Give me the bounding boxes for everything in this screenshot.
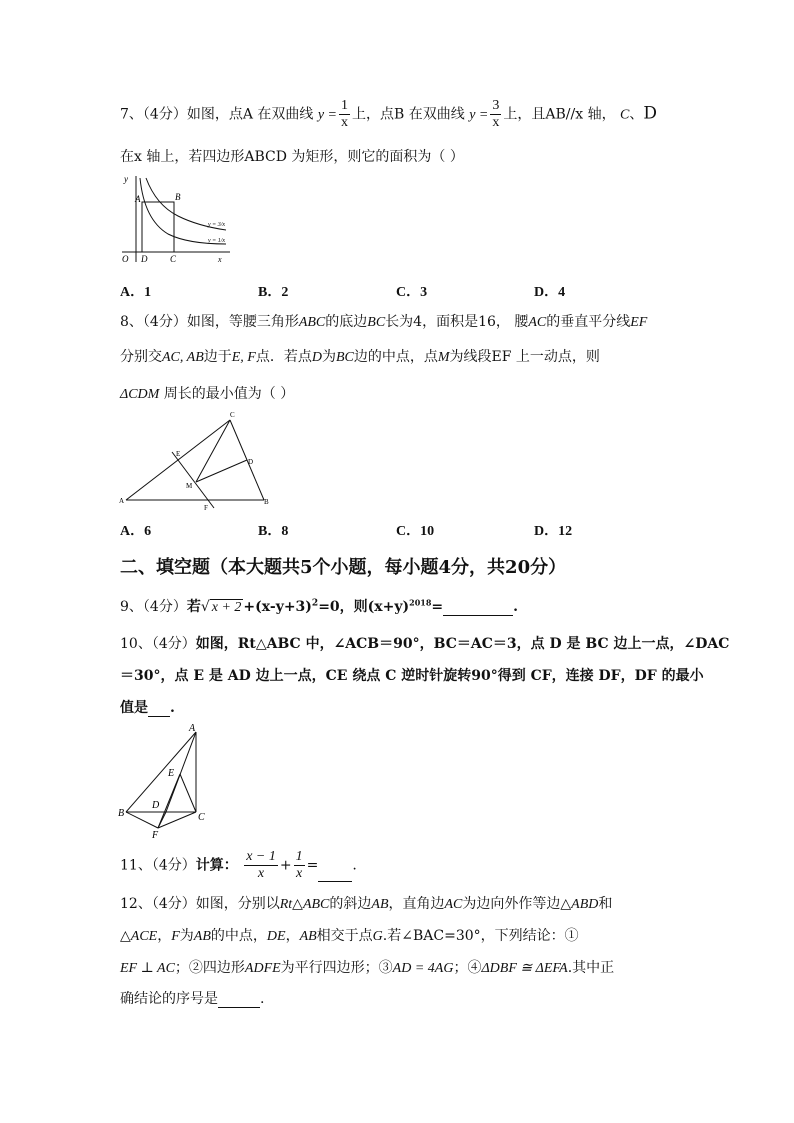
q7-label-c: C xyxy=(170,254,177,264)
q7-number: 7、（4分） xyxy=(120,106,187,123)
q10-label-a: A xyxy=(189,723,196,734)
q10-text-1: 如图，Rt△ABC 中，∠ACB＝90°，BC＝AC＝3，点 D 是 BC 边上一点，∠DAC xyxy=(195,636,730,652)
q7-line2: 在x 轴上，若四边形ABCD 为矩形，则它的面积为（ ） xyxy=(120,149,464,165)
q10-label-d: D xyxy=(152,800,160,811)
q7-curve-1-over-x xyxy=(140,178,226,244)
q12-text-4: 为边向外作等边 xyxy=(462,896,561,912)
q7-label-d: D xyxy=(141,254,148,264)
q8-segment-md xyxy=(196,460,247,482)
q7-label-o: O xyxy=(122,254,129,264)
q9-text-1: 若 xyxy=(186,599,201,615)
q8-l2-text-g: 为线段EF 上一动点，则 xyxy=(449,349,600,365)
q11-fraction-1 xyxy=(244,849,278,882)
q9-exponent-2: 2 xyxy=(311,598,319,609)
q12-l2-text-c: 的中点， xyxy=(210,928,267,944)
q7-eq2-fraction xyxy=(490,98,501,131)
q12-l2-text-b: 为 xyxy=(179,928,194,944)
q9-exponent-2018: 2018 xyxy=(409,597,432,608)
q8-l2-bc: BC xyxy=(335,350,354,365)
q7-eq2-numerator: 3 xyxy=(492,98,500,113)
q12-l2-text-h: .若∠BAC=30°，下列结论：① xyxy=(382,928,579,944)
q9-text-2: +(x-y+3) xyxy=(243,599,312,615)
q8-l2-text-f: 边的中点，点 xyxy=(353,349,438,365)
q12-l2-de: DE xyxy=(266,929,286,944)
q12-rtabc: Rt△ABC xyxy=(279,897,330,912)
q12-l3-text-d: ；④ xyxy=(453,960,482,976)
q8-l2-acab: AC, AB xyxy=(162,350,204,365)
q8-text-2: 的底边 xyxy=(325,314,368,330)
q7-eq2-denominator: x xyxy=(492,115,500,130)
q8-text-1: 如图，等腰三角形 xyxy=(186,314,299,330)
q7-label-y: y xyxy=(124,174,128,184)
q10-line1 xyxy=(120,633,729,653)
q8-ef: EF xyxy=(630,315,648,330)
q7-figure xyxy=(118,172,238,264)
q8-option-b: B．8 xyxy=(258,524,289,539)
q12-l3-congruence: ΔDBF ≅ ΔEFA xyxy=(481,961,568,976)
q8-l3-text: 周长的最小值为（ ） xyxy=(159,386,295,402)
q8-option-a: A．6 xyxy=(120,524,152,539)
q7-option-b: B．2 xyxy=(258,285,289,300)
q10-segment-ce xyxy=(180,774,196,812)
q8-line3 xyxy=(120,383,294,403)
q10-label-e: E xyxy=(168,768,175,779)
q8-text-4: 的垂直平分线 xyxy=(546,314,631,330)
q12-l3-ef-perp-ac: EF ⊥ AC xyxy=(120,961,175,976)
q7-point-d: D xyxy=(643,103,658,124)
q8-line1 xyxy=(120,311,647,331)
q8-label-c: C xyxy=(230,411,235,419)
q8-option-d: D．12 xyxy=(534,524,573,539)
q12-abd: △ABD xyxy=(560,897,599,912)
q12-l3-text-c: 为平行四边形；③ xyxy=(280,960,393,976)
q8-label-b: B xyxy=(264,498,269,506)
q10-side-ab xyxy=(126,732,196,812)
q8-label-a: A xyxy=(119,497,125,505)
q10-figure xyxy=(116,722,208,840)
q9-text-4: = xyxy=(431,599,444,615)
q8-segment-cm xyxy=(196,420,230,482)
q11-fraction-1-numerator: x − 1 xyxy=(246,849,276,864)
q7-point-c: C xyxy=(620,107,630,123)
q12-line4 xyxy=(120,988,264,1008)
q10-number: 10、（4分） xyxy=(120,636,196,652)
q10-answer-blank[interactable] xyxy=(148,700,170,717)
q7-option-d: D．4 xyxy=(534,285,566,300)
q8-l2-text-c: 点．若点 xyxy=(255,349,312,365)
q10-label-c: C xyxy=(198,812,205,823)
q12-answer-blank[interactable] xyxy=(218,991,260,1008)
q12-l3-text-e: .其中正 xyxy=(567,960,615,976)
q12-l4-text: 确结论的序号是 xyxy=(120,991,218,1007)
q8-text-3: 长为4，面积是16， 腰 xyxy=(385,314,529,330)
q12-text-5: 和 xyxy=(598,896,613,912)
q8-l2-text-b: 边于 xyxy=(203,349,232,365)
q10-label-b: B xyxy=(118,808,125,819)
q12-l2-text-e: 相交于点 xyxy=(316,928,373,944)
q8-line2 xyxy=(120,346,600,366)
q7-eq1-numerator: 1 xyxy=(341,98,349,113)
q10-segment-bf xyxy=(126,812,158,828)
q12-line2 xyxy=(120,925,579,945)
q12-l2-g: G xyxy=(372,929,383,944)
q11-number: 11、（4分） xyxy=(120,857,196,874)
q11-text: 计算： xyxy=(195,857,238,874)
q8-bc: BC xyxy=(367,315,386,330)
q10-line3 xyxy=(120,697,175,717)
q7-eq1-lhs: y = xyxy=(317,107,338,123)
q7-label-curve-3-over-x: y = 3/x xyxy=(208,222,226,228)
q10-label-f: F xyxy=(152,830,159,840)
q12-ac: AC xyxy=(444,897,463,912)
q8-ac: AC xyxy=(528,315,547,330)
q8-option-c: C．10 xyxy=(396,524,435,539)
q8-label-d: D xyxy=(248,458,254,466)
q7-rectangle-abcd xyxy=(142,202,174,252)
q7-eq1-fraction xyxy=(339,98,350,131)
q12-ace: △ACE xyxy=(120,929,158,944)
q12-l3-ad-eq: AD = 4AG xyxy=(392,961,454,976)
q12-l2-ab: AB xyxy=(193,929,211,944)
q11-plus: + xyxy=(279,857,292,874)
q12-l2-ab2: AB xyxy=(299,929,317,944)
q12-number: 12、（4分） xyxy=(120,896,196,912)
q7-label-a: A xyxy=(135,194,141,204)
q8-label-f: F xyxy=(204,504,208,512)
q12-l2-text-d: ， xyxy=(285,928,300,944)
q12-l3-adfe: ADFE xyxy=(244,961,281,976)
q11-fraction-2-denominator: x xyxy=(295,866,303,881)
q11-equals: = xyxy=(306,857,319,874)
q9-line xyxy=(120,596,518,616)
q7-option-a: A．1 xyxy=(120,285,152,300)
q12-l2-text-a: ， xyxy=(157,928,172,944)
q8-number: 8、（4分） xyxy=(120,314,187,330)
q11-end: . xyxy=(352,857,357,874)
q7-text-3: 上，且AB//x 轴， xyxy=(503,106,616,123)
q12-text-1: 如图，分别以 xyxy=(195,896,280,912)
q11-fraction-2 xyxy=(294,849,305,882)
q9-sqrt-sign: √ xyxy=(200,599,210,615)
q8-l2-text-a: 分别交 xyxy=(120,349,162,365)
section-2-heading: 二、填空题（本大题共5个小题，每小题4分，共20分） xyxy=(120,557,567,578)
q11-line xyxy=(120,849,357,882)
q7-label-curve-1-over-x: y = 1/x xyxy=(208,238,226,244)
q8-abc: ABC xyxy=(298,315,326,330)
q9-number: 9、（4分） xyxy=(120,599,187,615)
q12-l3-text-b: ；②四边形 xyxy=(174,960,245,976)
q11-fraction-2-numerator: 1 xyxy=(295,849,303,864)
q12-text-2: 的斜边 xyxy=(329,896,372,912)
q12-line1 xyxy=(120,893,612,913)
q8-figure xyxy=(118,408,278,512)
q9-answer-blank[interactable] xyxy=(443,599,513,616)
q9-end: . xyxy=(513,599,518,615)
q8-cdm: ΔCDM xyxy=(120,387,160,402)
q7-separator: 、 xyxy=(629,106,644,123)
q8-l2-text-e: 为 xyxy=(321,349,336,365)
q7-label-b: B xyxy=(175,192,181,202)
q10-line2: ＝30°，点 E 是 AD 边上一点，CE 绕点 C 逆时针旋转90°得到 CF，连接 DF，DF 的最小 xyxy=(120,668,704,684)
q10-text-3: 值是 xyxy=(120,700,148,716)
q12-ab: AB xyxy=(371,897,389,912)
q12-end: . xyxy=(260,991,265,1007)
q7-label-x: x xyxy=(218,255,222,264)
q10-end: . xyxy=(170,700,175,716)
q7-eq1-denominator: x xyxy=(341,115,349,130)
q7-option-c: C．3 xyxy=(396,285,428,300)
q8-label-m: M xyxy=(186,482,193,490)
q7-eq2-lhs: y = xyxy=(469,107,489,123)
q12-l2-f: F xyxy=(171,929,180,944)
q7-text-2: 上，点B 在双曲线 xyxy=(352,106,465,123)
q7-text-1: 如图，点A 在双曲线 xyxy=(186,106,314,123)
q12-line3 xyxy=(120,957,614,977)
q11-fraction-1-denominator: x xyxy=(257,866,265,881)
q7-line1 xyxy=(120,98,657,131)
q8-l2-d: D xyxy=(311,350,322,365)
q9-sqrt-radicand: x + 2 xyxy=(211,600,242,615)
q12-text-3: ，直角边 xyxy=(388,896,445,912)
q8-label-e: E xyxy=(176,450,181,458)
q9-text-3: =0，则(x+y) xyxy=(318,599,410,615)
q8-l2-ef: E, F xyxy=(231,350,256,365)
q11-answer-blank[interactable] xyxy=(318,865,352,882)
q8-l2-m: M xyxy=(437,350,450,365)
